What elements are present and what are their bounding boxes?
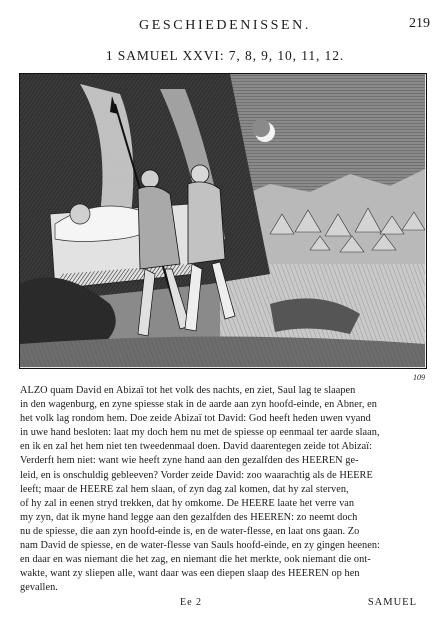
- text-line: en ik en zal het hem niet ten tweedenmaal doen. David daarentegen zeide tot Abizaï:: [20, 441, 373, 453]
- text-line: nu de spiesse, die aan zyn hoofd-einde is, en de water-flesse, en laat ons gaan. Zo: [20, 525, 360, 537]
- text-line: in den wagenburg, en zyne spiesse stak in de aarde aan zyn hoofd-einde, en Abner, en: [20, 399, 377, 411]
- text-line: leid, en is onschuldig gebleeven? Vorder zeide David: zoo waarachtig als de HEERE: [20, 469, 373, 481]
- text-line: my zyn, dat ik myne hand legge aan den gezalfden des HEEREN: zo neemt doch: [20, 511, 358, 523]
- text-line: wakte, want zy sliepen alle, want daar was een diepen slaap des HEEREN op hen: [20, 568, 360, 580]
- page-number: 219: [409, 16, 430, 31]
- engraving-plate: [19, 73, 427, 369]
- catchword: SAMUEL: [367, 597, 417, 608]
- text-line: leeft; maar de HEERE zal hem slaan, of zyn dag zal komen, dat hy zal sterven,: [20, 483, 349, 495]
- engraving-illustration: [20, 74, 425, 367]
- text-line: in uwe hand besloten: laat my doch hem nu met de spiesse op eenmaal ter aarde slaan,: [20, 427, 380, 439]
- plate-number: 109: [413, 373, 425, 382]
- signature-mark: Ee 2: [180, 597, 203, 608]
- text-line: en daar en was niemant die het zag, en niemant die het merkte, ook niemant die ont-: [20, 554, 371, 566]
- running-head: [20, 14, 430, 36]
- text-line: gevallen.: [20, 582, 58, 594]
- running-title: GESCHIEDENISSEN.: [139, 18, 311, 33]
- text-line: Verderft hem niet: want wie heeft zyne hand aan den gezalfden des HEEREN ge-: [20, 455, 359, 467]
- text-line: of hy zal in eenen stryd trekken, dat hy omkome. De HEERE laate het verre van: [20, 497, 355, 509]
- body-text: [20, 384, 424, 595]
- text-line: ALZO quam David en Abizaï tot het volk des nachts, en ziet, Saul lag te slaapen: [20, 385, 356, 396]
- scripture-reference: 1 SAMUEL XXVI: 7, 8, 9, 10, 11, 12.: [105, 48, 345, 63]
- text-line: het volk lag rondom hem. Doe zeide Abizaï tot David: God heeft heden uwen vyand: [20, 413, 371, 425]
- text-line: nam David de spiesse, en de water-flesse van Sauls hoofd-einde, en zy gingen heenen:: [20, 540, 380, 552]
